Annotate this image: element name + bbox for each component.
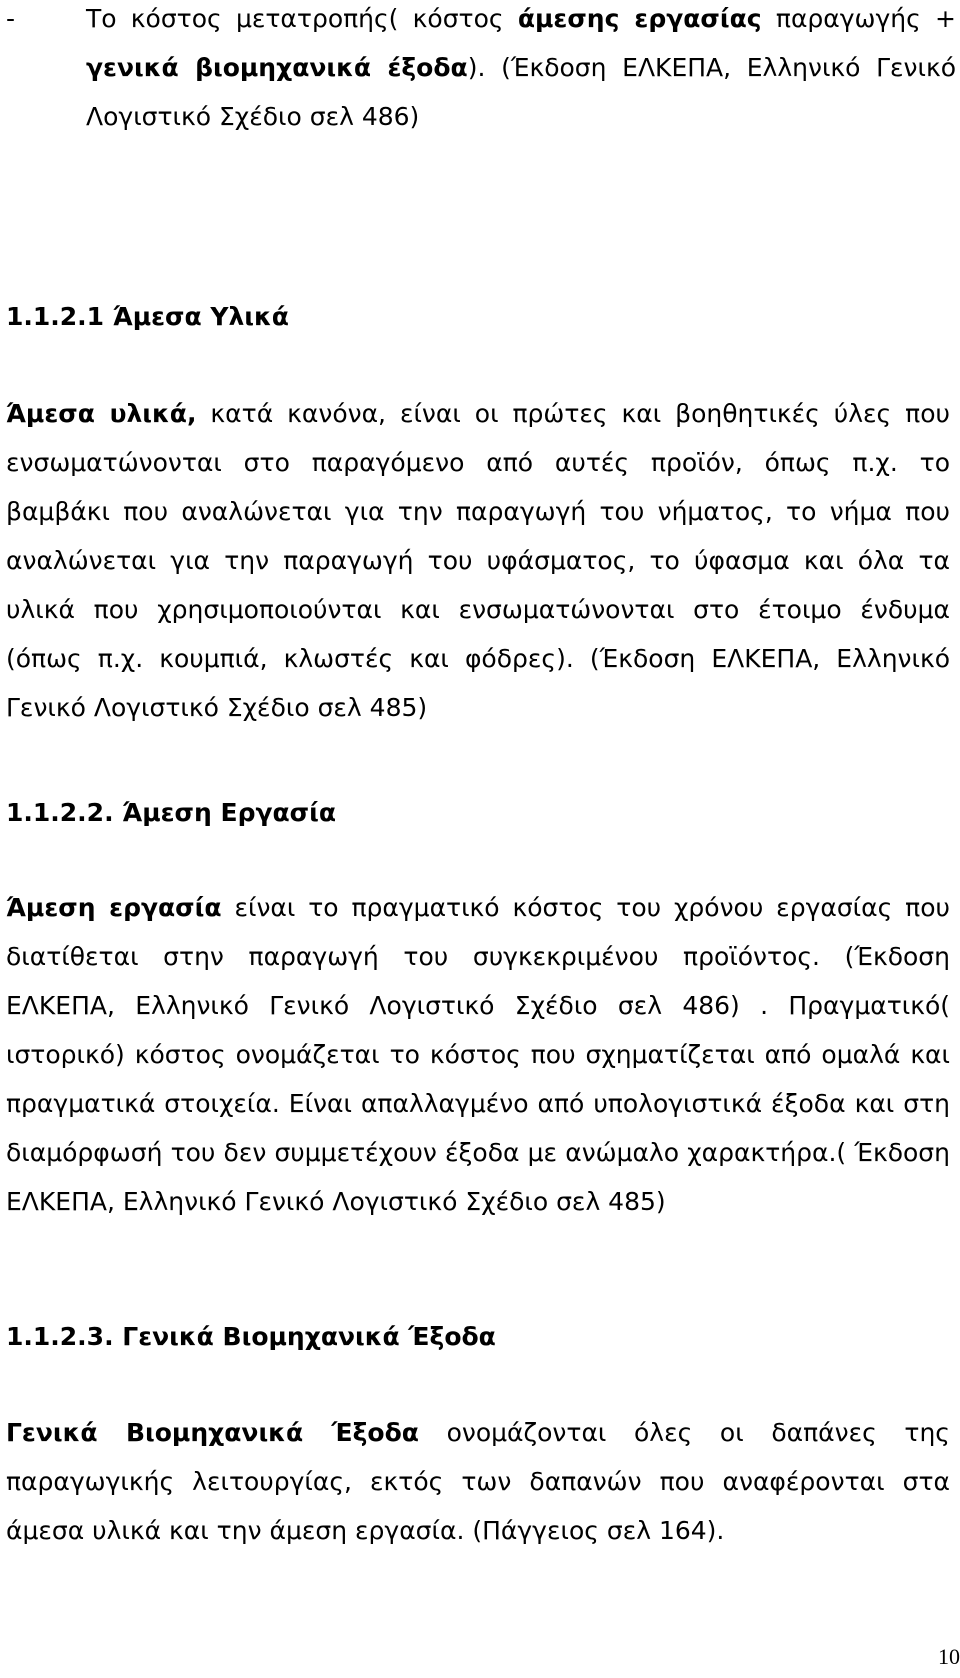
list-dash: - — [6, 4, 16, 33]
paragraph-direct-labor: Άμεση εργασία είναι το πραγματικό κόστος του χρόνου εργασίας που διατίθεται στην παραγωγή του συγκεκριμένου προϊόντος. (Έκδοση ΕΛΚΕΠΑ, Ελληνικό Γενικό Λογιστικό Σχέδιο σελ 486) . Πραγματικό( ιστορικό) κόστος ονομάζεται το κόστος που σχηματίζεται από ομαλά και πραγματικά στοιχεία. Είναι απαλλαγμένο από υπολογιστικά έξοδα και στη διαμόρφωσή του δεν συμμετέχουν έξοδα με ανώμαλο χαρακτήρα.( Έκδοση ΕΛΚΕΠΑ, Ελληνικό Γενικό Λογιστικό Σχέδιο σελ 485) — [6, 893, 950, 1216]
paragraph-overheads: Γενικά Βιομηχανικά Έξοδα ονομάζονται όλες οι δαπάνες της παραγωγικής λειτουργίας, εκτός των δαπανών που αναφέρονται στα άμεσα υλικά και την άμεση εργασία. (Πάγγειος σελ 164). — [6, 1418, 950, 1545]
section-heading-direct-materials: 1.1.2.1 Άμεσα Υλικά — [6, 302, 289, 331]
section-heading-direct-labor: 1.1.2.2. Άμεση Εργασία — [6, 798, 337, 827]
paragraph-direct-materials: Άμεσα υλικά, κατά κανόνα, είναι οι πρώτες και βοηθητικές ύλες που ενσωματώνονται στο παραγόμενο από αυτές προϊόν, όπως π.χ. το βαμβάκι που αναλώνεται για την παραγωγή του νήματος, το νήμα που αναλώνεται για την παραγωγή του υφάσματος, το ύφασμα και όλα τα υλικά που χρησιμοποιούνται και ενσωματώνονται στο έτοιμο ένδυμα (όπως π.χ. κουμπιά, κλωστές και φόδρες). (Έκδοση ΕΛΚΕΠΑ, Ελληνικό Γενικό Λογιστικό Σχέδιο σελ 485) — [6, 399, 950, 722]
page-number: 10 — [938, 1644, 960, 1669]
cost-conversion-list-item — [6, 0, 956, 141]
section-heading-overheads: 1.1.2.3. Γενικά Βιομηχανικά Έξοδα — [6, 1322, 496, 1351]
list-item-text: Το κόστος μετατροπής( κόστος άμεσης εργασίας παραγωγής + γενικά βιομηχανικά έξοδα). (Έκδοση ΕΛΚΕΠΑ, Ελληνικό Γενικό Λογιστικό Σχέδιο σελ 486) — [86, 4, 957, 131]
